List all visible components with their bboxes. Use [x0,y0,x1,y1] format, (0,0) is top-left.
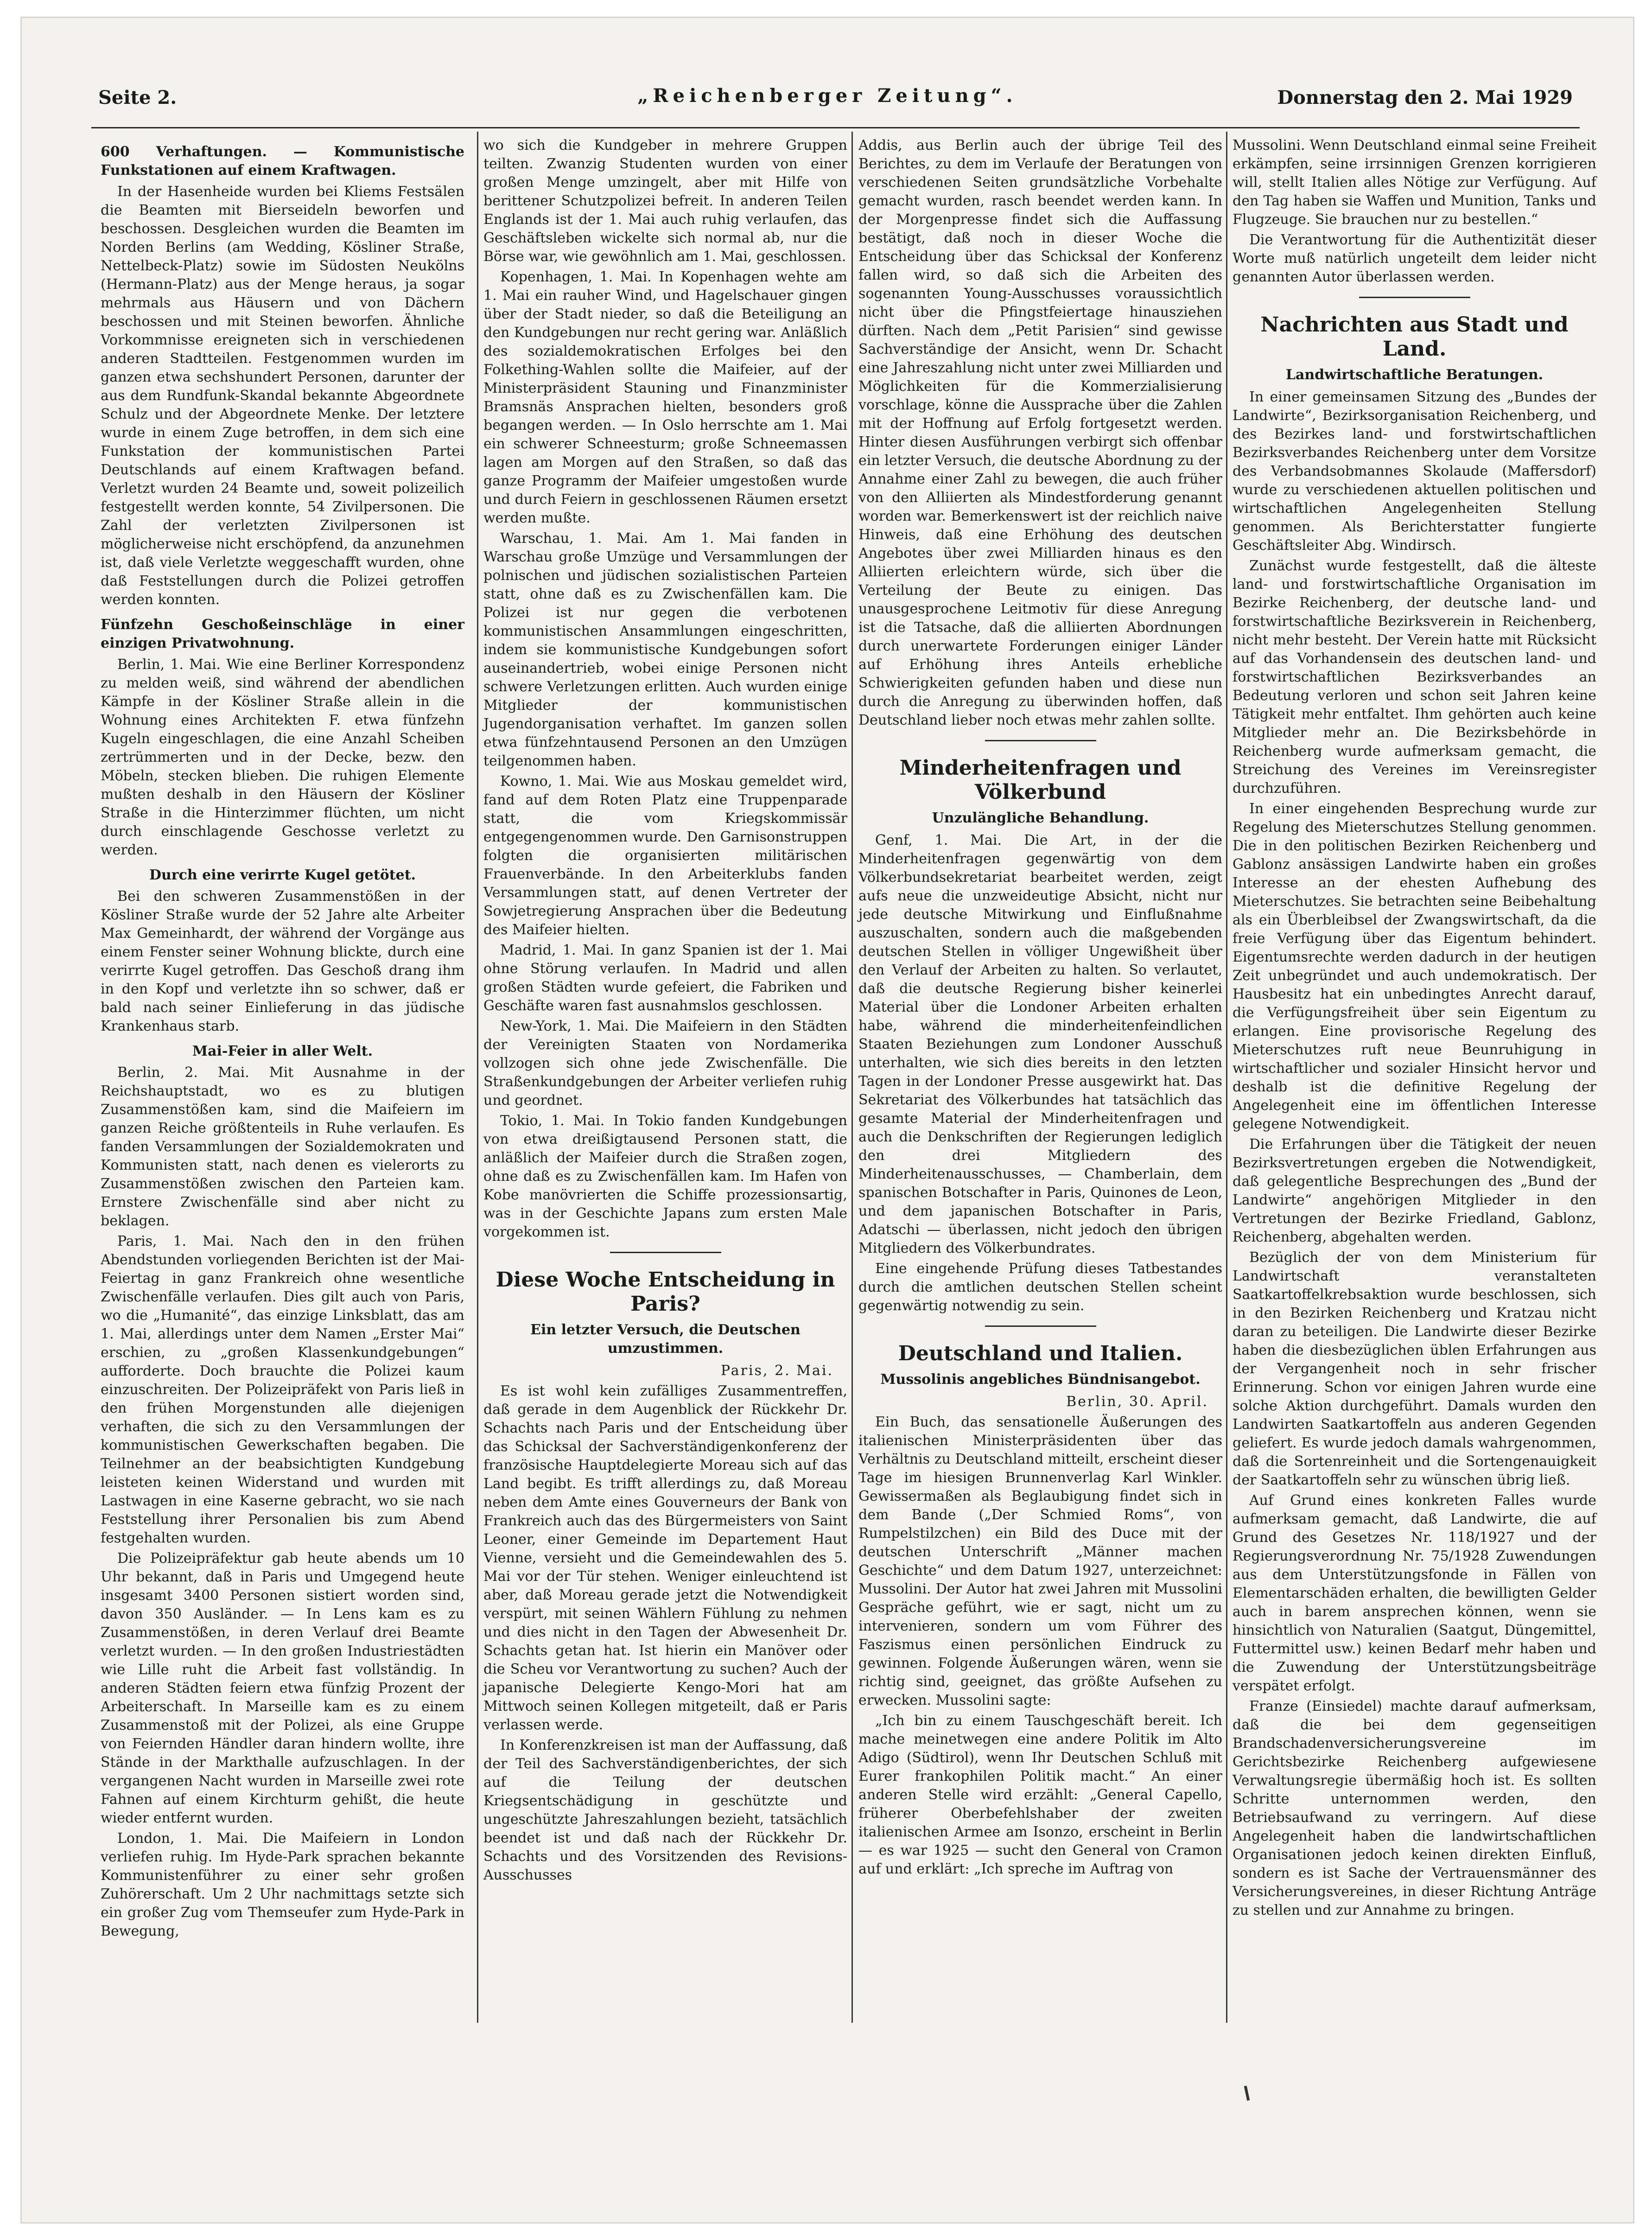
section-subtitle: Mussolinis angebliches Bündnisangebot. [880,1371,1201,1388]
newspaper-page [20,17,1634,2223]
section-subtitle: Unzulängliche Behandlung. [932,810,1149,826]
paragraph: In einer eingehenden Besprechung wurde zur Regelung des Mieterschutzes Stellung genommen. Die in den politischen Bezirken Reichenberg und Gablonz ansässigen Landwirte haben ein großes Interesse an der ehesten Aufhebung des Mieterschutzes. Sie betrachten seine Beibehaltung als ein Überbleibsel der Zwangswirtschaft, da die freie Verfügung über das Eigentum behindert. Eigentumsrechte werden dadurch in der heutigen Zeit unbegründet und auch undemokratisch. Der Hausbesitz hat ein unbedingtes Anrecht darauf, die Verfügungsfreiheit über sein Eigentum zu erlangen. Eine provisorische Regelung des Mieterschutzes ruft neue Beunruhigung in wirtschaftlicher und sozialer Hinsicht hervor und deshalb ist die definitive Regelung der Angelegenheit eine im öffentlichen Interesse gelegene Notwendigkeit. [1233,801,1596,1132]
article-column-3 [858,136,1222,1880]
paragraph: Kopenhagen, 1. Mai. In Kopenhagen wehte am 1. Mai ein rauher Wind, und Hagelschauer gingen über der Stadt nieder, so daß die Beteiligung an den Kundgebungen nur recht gering war. Anläßlich des sozialdemokratischen Erfolges bei den Folkething-Wahlen sollte die Maifeier, auf der Ministerpräsident Stauning und Finanzminister Bramsnäs Ansprachen hielten, besonders groß begangen werden. — In Oslo herrschte am 1. Mai ein schwerer Schneesturm; große Schneemassen lagen am Morgen auf den Straßen, so daß das ganze Programm der Maifeier umgestoßen wurde und durch Feiern in geschlossenen Räumen ersetzt werden mußte. [483,269,847,526]
header-rule [91,127,1580,128]
page-header [22,78,1633,115]
paragraph: Genf, 1. Mai. Die Art, in der die Minderheitenfragen gegenwärtig von dem Völkerbundsekretariat bearbeitet werden, zeigt aufs neue die unzweideutige Absicht, nicht nur jede deutsche Mitwirkung und Einflußnahme auszuschalten, sondern auch die maßgebenden deutschen Stellen in völliger Ungewißheit über den Verlauf der Arbeiten zu halten. So verlautet, daß die deutsche Regierung bisher keinerlei Material über die Londoner Arbeiten erhalten habe, während die minderheitenfeindlichen Staaten Beziehungen zum Londoner Ausschuß unterhalten, wie sich dies bereits in den letzten Tagen in der Londoner Presse ausgewirkt hat. Das Sekretariat des Völkerbundes hat tatsächlich das gesamte Material der Minderheitenfragen und auch die Denkschriften der Regierungen lediglich den drei Mitgliedern des Minderheitenausschusses, — Chamberlain, dem spanischen Botschafter in Paris, Quinones de Leon, und dem japanischen Botschafter in Paris, Adatschi — überlassen, nicht jedoch den übrigen Mitgliedern des Völkerbundrates. [858,832,1222,1256]
paragraph: Ein Buch, das sensationelle Äußerungen des italienischen Ministerpräsidenten über das Verhältnis zu Deutschland mitteilt, erscheint dieser Tage im hiesigen Brunnenverlag Karl Winkler. Gewissermaßen als Beglaubigung findet sich in dem Bande („Der Schmied Roms“, von Rumpelstilzchen) ein Bild des Duce mit der deutschen Unterschrift „Männer machen Geschichte“ und dem Datum 1927, unterzeichnet: Mussolini. Der Autor hat zwei Jahren mit Mussolini Gespräche geführt, wie er sagt, nicht um zu intervenieren, sondern um vom Führer des Faszismus einen persönlichen Eindruck zu gewinnen. Folgende Äußerungen wären, wenn sie richtig sind, geeignet, das größte Aufsehen zu erwecken. Mussolini sagte: [858,1414,1222,1708]
section-separator [985,740,1096,741]
section-title: Minderheitenfragen und Völkerbund [899,756,1182,804]
paragraph: Bezüglich der von dem Ministerium für Landwirtschaft veranstalteten Saatkartoffelkrebsaktion wurde beschlossen, sich in den Bezirken Reichenberg und Kratzau nicht daran zu beteiligen. Die Landwirte dieser Bezirke haben die diesbezüglichen üblen Erfahrungen aus der Vergangenheit noch in sehr frischer Erinnerung. Schon vor einigen Jahren wurde eine solche Aktion durchgeführt. Damals wurden den Landwirten Saatkartoffeln aus anderen Gegenden geliefert. Es wurde jedoch damals wahrgenommen, daß die Sortenreinheit und die Sortengenauigkeit der Saatkartoffeln sehr zu wünschen übrig ließ. [1233,1249,1596,1488]
article-column-2 [483,136,847,1886]
paragraph: Die Erfahrungen über die Tätigkeit der neuen Bezirksvertretungen ergeben die Notwendigkeit, daß gelegentliche Besprechungen des „Bund der Landwirte“ angehörigen Mitglieder in den Vertretungen der Bezirke Friedland, Gablonz, Reichenberg, abgehalten werden. [1233,1136,1596,1245]
paragraph: Auf Grund eines konkreten Falles wurde aufmerksam gemacht, daß Landwirte, die auf Grund des Gesetzes Nr. 118/1927 und der Regierungsverordnung Nr. 75/1928 Zuwendungen aus dem Unterstützungsfonde in Fällen von Elementarschäden erhalten, die bewilligten Gelder auch in barem ansprechen können, wenn sie hinsichtlich von Naturalien (Saatgut, Düngemittel, Futtermittel usw.) keinen Bedarf mehr haben und die Zuwendung der Unterstützungsbeiträge verspätet erfolgt. [1233,1492,1596,1694]
column-divider [1226,132,1227,2023]
paragraph: Bei den schweren Zusammenstößen in der Kösliner Straße wurde der 52 Jahre alte Arbeiter Max Gemeinhardt, der während der Vorgänge aus einem Fenster seiner Wohnung blickte, durch eine verirrte Kugel getroffen. Das Geschoß drang ihm in den Kopf und verletzte ihn so schwer, daß er bald nach seiner Einlieferung in das jüdische Krankenhaus starb. [101,888,464,1034]
paragraph: Zunächst wurde festgestellt, daß die älteste land- und forstwirtschaftliche Organisation im Bezirke Reichenberg, der deutsche land- und forstwirtschaftliche Bezirksverein in Reichenberg, nicht mehr besteht. Der Verein hatte mit Rücksicht auf das Vorhandensein des deutschen land- und forstwirtschaftlichen Bezirksverbandes an Bedeutung verloren und schon seit Jahren keine Tätigkeit mehr entfaltet. Ihm gehörten auch keine Mitglieder mehr an. Die Bezirksbehörde in Reichenberg wurde aufmerksam gemacht, die Streichung des Vereines im Vereinsregister durchzuführen. [1233,558,1596,796]
section-title: Deutschland und Italien. [898,1342,1183,1365]
section-subtitle: Ein letzter Versuch, die Deutschen umzustimmen. [530,1322,801,1357]
paragraph: Mussolini. Wenn Deutschland einmal seine Freiheit erkämpfen, seine irrsinnigen Grenzen korrigieren will, stellt Italien alles Nötige zur Verfügung. Auf den Tag haben sie Waffen und Munition, Tanks und Flugzeuge. Sie brauchen nur zu bestellen.“ [1233,137,1596,228]
article-column-4 [1233,136,1596,1922]
newspaper-title: „Reichenberger Zeitung“. [637,85,1017,107]
paragraph: Tokio, 1. Mai. In Tokio fanden Kundgebungen von etwa dreißigtausend Personen statt, die anläßlich der Maifeier durch die Straßen zogen, ohne daß es zu Zwischenfällen kam. Im Hafen von Kobe manövrierten die Schiffe prozessionsartig, was in der Geschichte Japans zum ersten Male vorgekommen ist. [483,1113,847,1240]
column-divider [477,132,478,2023]
paragraph: In Konferenzkreisen ist man der Auffassung, daß der Teil des Sachverständigenberichtes, der sich auf die Teilung der deutschen Kriegsentschädigung in geschützte und ungeschützte Jahreszahlungen bezieht, tatsächlich beendet ist und daß nach der Rückkehr Dr. Schachts und des Vorsitzenden des Revisions-Ausschusses [483,1737,847,1883]
article-headline: Mai-Feier in aller Welt. [192,1043,373,1059]
section-title: Nachrichten aus Stadt und Land. [1260,313,1569,361]
paragraph: wo sich die Kundgeber in mehrere Gruppen teilten. Zwanzig Studenten wurden von einer großen Menge umzingelt, aber mit Hilfe von berittener Schutzpolizei befreit. In anderen Teilen Englands ist der 1. Mai auch ruhig verlaufen, das Geschäftsleben wickelte sich normal ab, nur die Börse war, wie gewöhnlich am 1. Mai, geschlossen. [483,137,847,265]
paragraph: Franze (Einsiedel) machte darauf aufmerksam, daß die bei dem gegenseitigen Brandschadenversicherungsvereine im Gerichtsbezirke Reichenberg aufgewiesene Verwaltungsregie übermäßig hoch ist. Es sollten Schritte unternommen werden, den Betriebsaufwand zu verringern. Auf diese Angelegenheit haben die landwirtschaftlichen Organisationen jedoch keinen direkten Einfluß, sondern es ist Sache der Vertrauensmänner des Versicherungsvereines, in dieser Richtung Anträge zu stellen und zur Annahme zu bringen. [1233,1698,1596,1918]
section-separator [610,1252,721,1253]
paragraph: Berlin, 1. Mai. Wie eine Berliner Korrespondenz zu melden weiß, sind während der abendlichen Kämpfe in der Kösliner Straße allein in die Wohnung eines Architekten F. etwa fünfzehn Kugeln eingeschlagen, die eine Anzahl Scheiben zertrümmerten und in der Decke, bezw. den Möbeln, stecken blieben. Die ruhigen Elemente mußten deshalb in den Häusern der Kösliner Straße in die Hinterzimmer flüchten, um nicht durch einschlagende Geschosse verletzt zu werden. [101,656,464,858]
dateline: Paris, 2. Mai. [720,1363,833,1379]
paragraph: In der Hasenheide wurden bei Kliems Festsälen die Beamten mit Bierseideln beworfen und beschossen. Desgleichen wurden die Beamten im Norden Berlins (am Wedding, Kösliner Straße, Nettelbeck-Platz) sowie im Südosten Neukölns (Hermann-Platz) aus der Menge heraus, ja sogar mehrmals aus Häusern und von Dächern beschossen und mit Steinen beworfen. Ähnliche Vorkommnisse ereigneten sich in verschiedenen anderen Stadtteilen. Festgenommen wurden im ganzen etwa sechshundert Personen, darunter der aus dem Rundfunk-Skandal bekannte Abgeordnete Schulz und der Abgeordnete Menke. Der letztere wurde in einem Zuge betroffen, in dem sich eine Funkstation der kommunistischen Partei Deutschlands auf einem Kraftwagen befand. Verletzt wurden 24 Beamte und, soweit polizeilich festgestellt werden konnte, 54 Zivilpersonen. Die Zahl der verletzten Zivilpersonen ist möglicherweise nicht erschöpfend, da anzunehmen ist, daß viele Verletzte weggeschafft wurden, ohne daß Feststellungen durch die Polizei getroffen werden konnten. [101,184,464,608]
section-subtitle: Landwirtschaftliche Beratungen. [1285,367,1544,383]
article-headline: Fünfzehn Geschoßeinschläge in einer einzigen Privatwohnung. [101,617,464,651]
article-column-1 [101,136,464,1943]
column-divider [851,132,853,2023]
paragraph: Addis, aus Berlin auch der übrige Teil des Berichtes, zu dem im Verlaufe der Beratungen von verschiedenen Seiten grundsätzliche Vorbehalte gemacht wurden, rasch beendet werden kann. In der Morgenpresse findet sich die Auffassung bestätigt, daß noch in dieser Woche die Entscheidung über das Schicksal der Konferenz fallen wird, so daß sich die Arbeiten des sogenannten Young-Ausschusses voraussichtlich nicht über die Pfingstfeiertage hinausziehen dürften. Nach dem „Petit Parisien“ sind gewisse Sachverständige der Ansicht, wenn Dr. Schacht eine Jahreszahlung nicht unter zwei Milliarden und Möglichkeiten für die Kommerzialisierung vorschlage, könne die Aussprache über die Zahlen mit der Hoffnung auf Erfolg fortgesetzt werden. Hinter diesen Ausführungen verbirgt sich offenbar ein letzter Versuch, die deutsche Abordnung zu der Annahme einer Zahl zu bewegen, die auch früher von den Alliierten als Mindestforderung genannt worden war. Bemerkenswert ist der reichlich naive Hinweis, daß eine Erhöhung des deutschen Angebotes über zwei Milliarden hinaus es den Alliierten erleichtern würde, sich über die Verteilung der Beute zu einigen. Das unausgesprochene Leitmotiv für diese Anregung ist die Tatsache, daß die alliierten Abordnungen durch unerwartete Forderungen einiger Länder auf Erhöhung ihres Anteils erhebliche Schwierigkeiten gefunden haben und diese nun durch die Anregung zu überwinden hoffen, daß Deutschland lieber noch etwas mehr zahlen sollte. [858,137,1222,728]
section-separator [985,1325,1096,1327]
paragraph: „Ich bin zu einem Tauschgeschäft bereit. Ich mache meinetwegen eine andere Politik im Alto Adigo (Südtirol), wenn Ihr Deutschen Schluß mit Eurer frankophilen Politik macht.“ An einer anderen Stelle wird erzählt: „General Capello, früherer Oberbefehlshaber der zweiten italienischen Armee am Isonzo, erscheint in Berlin — es war 1925 — sucht den General von Cramon auf und erklärt: „Ich spreche im Auftrag von [858,1713,1222,1877]
margin-mark [1244,2086,1250,2101]
paragraph: Die Polizeipräfektur gab heute abends um 10 Uhr bekannt, daß in Paris und Umgegend heute insgesamt 3400 Personen sistiert worden sind, davon 350 Ausländer. — In Lens kam es zu Zusammenstößen, in deren Verlauf drei Beamte verletzt wurden. — In den großen Industriestädten wie Lille ruht die Arbeit fast vollständig. In anderen Städten feiern etwa fünfzig Prozent der Arbeiterschaft. In Marseille kam es zu einem Zusammenstoß mit der Polizei, als eine Gruppe von Feiernden Händler daran hindern wollte, ihre Stände in der Markthalle aufzuschlagen. In der vergangenen Nacht wurden in Marseille zwei rote Fahnen auf einem Kirchturm gehißt, die heute wieder entfernt wurden. [101,1550,464,1826]
paragraph: Kowno, 1. Mai. Wie aus Moskau gemeldet wird, fand auf dem Roten Platz eine Truppenparade statt, die vom Kriegskommissär entgegengenommen wurde. Den Garnisonstruppen folgten die organisierten militärischen Frauenverbände. In den Arbeiterklubs fanden Versammlungen statt, auf denen Vertreter der Sowjetregierung Ansprachen über die Bedeutung des Maifeier hielten. [483,773,847,938]
paragraph: Es ist wohl kein zufälliges Zusammentreffen, daß gerade in dem Augenblick der Rückkehr Dr. Schachts nach Paris und der Entscheidung über das Schicksal der Sachverständigenkonferenz der französische Hauptdelegierte Moreau sich auf das Land begibt. Es trifft allerdings zu, daß Moreau neben dem Amte eines Gouverneurs der Bank von Frankreich auch das des Bürgermeisters von Saint Leoner, einer Gemeinde im Departement Haut Vienne, versieht und die Gemeindewahlen des 5. Mai vor der Tür stehen. Weniger einleuchtend ist aber, daß Moreau gerade jetzt die Notwendigkeit verspürt, mit seinen Wählern Fühlung zu nehmen und dies nicht in den Tagen der Abwesenheit Dr. Schachts getan hat. Ist hierin ein Manöver oder die Scheu vor Verantwortung zu suchen? Auch der japanische Delegierte Kengo-Mori hat am Mittwoch seinen Kollegen mitgeteilt, daß er Paris verlassen werde. [483,1383,847,1733]
section-title: Diese Woche Entscheidung in Paris? [496,1268,835,1316]
article-headline: Durch eine verirrte Kugel getötet. [149,867,416,883]
page-number: Seite 2. [98,87,177,108]
paragraph: London, 1. Mai. Die Maifeiern in London verliefen ruhig. Im Hyde-Park sprachen bekannte Kommunistenführer zu einer sehr großen Zuhörerschaft. Um 2 Uhr nachmittags setzte sich ein großer Zug vom Themseufer zum Hyde-Park in Bewegung, [101,1830,464,1939]
paragraph: Eine eingehende Prüfung dieses Tatbestandes durch die amtlichen deutschen Stellen scheint gegenwärtig notwendig zu sein. [858,1261,1222,1314]
paragraph: Paris, 1. Mai. Nach den in den frühen Abendstunden vorliegenden Berichten ist der Mai-Feiertag in ganz Frankreich ohne wesentliche Zwischenfälle verlaufen. Dies gilt auch von Paris, wo die „Humanité“, das einzige Linksblatt, das am 1. Mai, allerdings unter dem Namen „Erster Mai“ erschien, zu „großen Klassenkundgebungen“ aufforderte. Doch brauchte die Polizei kaum einzuschreiten. Der Polizeipräfekt von Paris ließ in den frühen Morgenstunden alle diejenigen verhaften, die sich zu den Versammlungen der kommunistischen Gewerkschaften begaben. Die Teilnehmer an der beabsichtigten Kundgebung leisteten keinen Widerstand und wurden mit Lastwagen in eine Kaserne gebracht, wo sie nach Feststellung ihrer Personalien bis zum Abend festgehalten wurden. [101,1233,464,1546]
article-headline: 600 Verhaftungen. — Kommunistische Funkstationen auf einem Kraftwagen. [101,144,464,178]
paragraph: In einer gemeinsamen Sitzung des „Bundes der Landwirte“, Bezirksorganisation Reichenberg, und des Bezirkes land- und forstwirtschaftlichen Bezirksverbandes Reichenberg unter dem Vorsitze des Verbandsobmannes Skolaude (Maffersdorf) wurde zu verschiedenen aktuellen politischen und wirtschaftlichen Angelegenheiten Stellung genommen. Als Berichterstatter fungierte Geschäftsleiter Abg. Windirsch. [1233,389,1596,554]
dateline: Berlin, 30. April. [1066,1394,1208,1410]
paragraph: Warschau, 1. Mai. Am 1. Mai fanden in Warschau große Umzüge und Versammlungen der polnischen und jüdischen sozialistischen Parteien statt, ohne daß es zu Zwischenfällen kam. Die Polizei ist nur gegen die verbotenen kommunistischen Ansammlungen eingeschritten, indem sie kommunistische Kundgebungen sofort auseinandertrieb, wobei einige Personen nicht schwere Verletzungen erlitten. Auch wurden einige Mitglieder der kommunistischen Jugendorganisation verhaftet. Im ganzen sollen etwa fünfzehntausend Personen an den Umzügen teilgenommen haben. [483,530,847,769]
paragraph: Berlin, 2. Mai. Mit Ausnahme in der Reichshauptstadt, wo es zu blutigen Zusammenstößen kam, sind die Maifeiern im ganzen Reiche größtenteils in Ruhe verlaufen. Es fanden Versammlungen der Sozialdemokraten und Kommunisten statt, nach denen es vielerorts zu Zusammenstößen zwischen den Parteien kam. Ernstere Zwischenfälle sind aber nicht zu beklagen. [101,1064,464,1229]
paragraph: Die Verantwortung für die Authentizität dieser Worte muß natürlich ungeteilt dem leider nicht genannten Autor überlassen werden. [1233,232,1596,285]
issue-date: Donnerstag den 2. Mai 1929 [1277,87,1573,108]
section-separator [1359,297,1470,298]
paragraph: New-York, 1. Mai. Die Maifeiern in den Städten der Vereinigten Staaten von Nordamerika vollzogen sich ohne jede Zwischenfälle. Die Straßenkundgebungen der Arbeiter verliefen ruhig und geordnet. [483,1018,847,1108]
paragraph: Madrid, 1. Mai. In ganz Spanien ist der 1. Mai ohne Störung verlaufen. In Madrid und allen großen Städten wurde gefeiert, die Fabriken und Geschäfte waren fast ausnahmslos geschlossen. [483,942,847,1014]
